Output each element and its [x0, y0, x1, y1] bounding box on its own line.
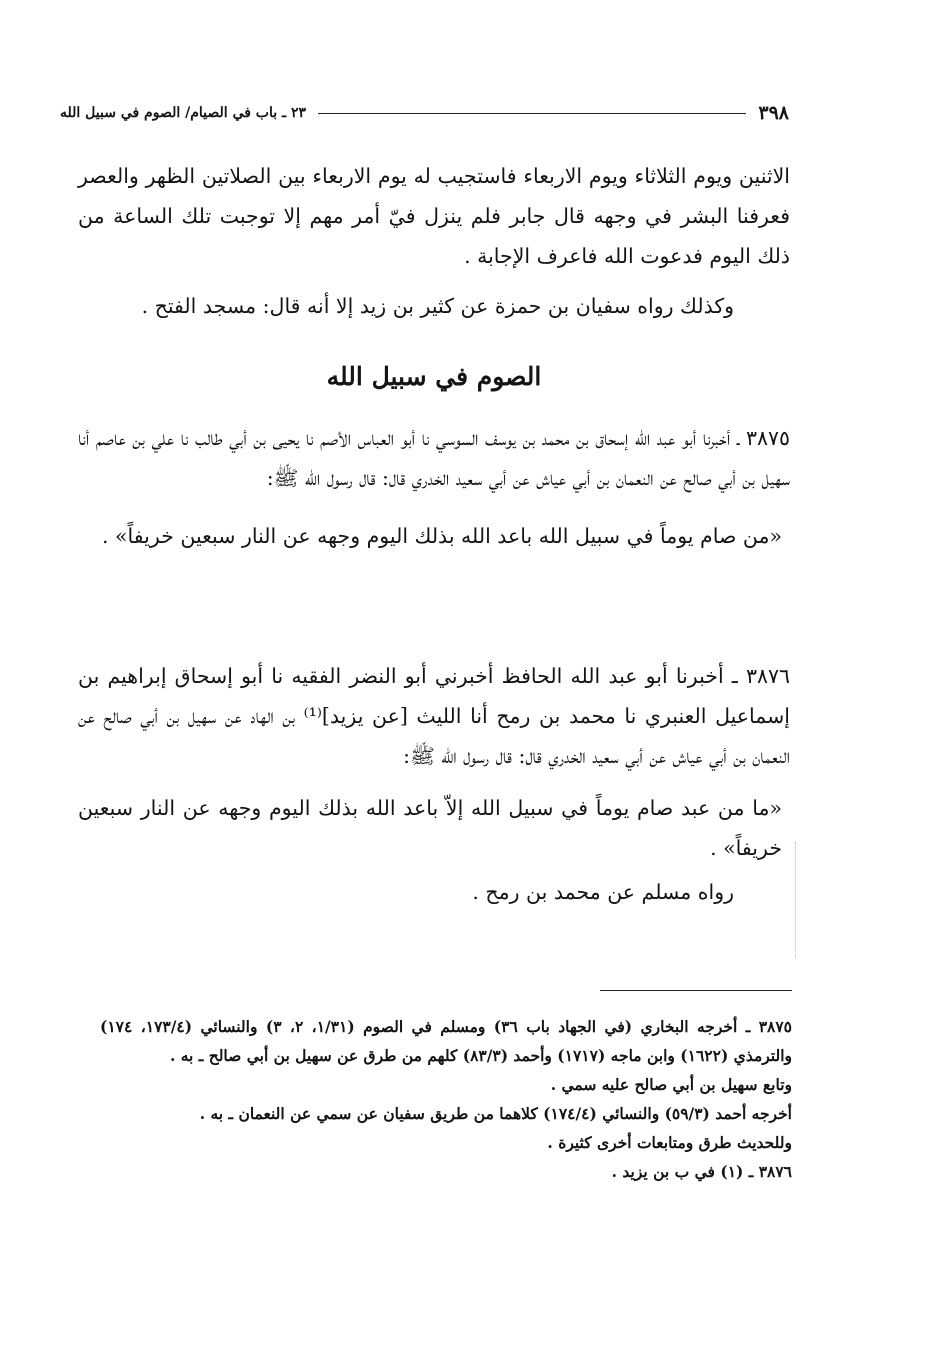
page-header — [60, 96, 789, 130]
hadith-3876 — [78, 656, 790, 912]
page-number: ٣٩٨ — [758, 102, 789, 124]
intro-paragraph: الاثنين ويوم الثلاثاء ويوم الاربعاء فاستجيب له يوم الاربعاء بين الصلاتين الظهر والعصر فعرفنا البشر في وجهه قال جابر فلم ينزل فيّ أمر مهم إلا توجبت تلك الساعة من ذلك اليوم فدعوت الله فاعرف الإجابة . — [78, 164, 790, 268]
section-title: الصوم في سبيل الله — [326, 362, 542, 391]
footnote-separator — [600, 990, 792, 991]
hadith-matn: «ما من عبد صام يوماً في سبيل الله إلاّ باعد الله بذلك اليوم وجهه عن النار سبعين خريفاً» . — [78, 796, 782, 860]
footnote-3875-note: وللحديث طرق ومتابعات أخرى كثيرة . — [547, 1133, 792, 1152]
footnote-3875-note: وتابع سهيل بن أبي صالح عليه سمي . — [550, 1075, 792, 1094]
hadith-riwaya: رواه مسلم عن محمد بن رمح . — [472, 880, 734, 904]
header-rule — [318, 113, 746, 114]
footnote-3875-note: أخرجه أحمد (٥٩/٣) والنسائي (١٧٤/٤) كلاهما من طريق سفيان عن سمي عن النعمان ـ به . — [199, 1104, 792, 1123]
footnote-3875: ٣٨٧٥ ـ أخرجه البخاري (في الجهاد باب ٣٦) ومسلم في الصوم (١/٣١، ٢، ٣) والنسائي (١٧٣/٤، ١٧٤) والترمذي (١٦٢٢) وابن ماجه (١٧١٧) وأحمد (٨٣/٣) كلهم من طرق عن سهيل بن أبي صالح ـ به . — [100, 1017, 793, 1065]
margin-mark — [795, 842, 796, 958]
hadith-isnad: ٣٨٧٥ ـ أخبرنا أبو عبد الله إسحاق بن محمد بن يوسف السوسي نا أبو العباس الأصم نا يحيى بن أبي طالب نا علي بن عاصم أنا سهيل بن أبي صالح عن النعمان بن أبي عياش عن أبي سعيد الخدري قال: قال رسول الله ﷺ: — [78, 426, 790, 490]
footnotes — [100, 1012, 792, 1186]
intro-text — [78, 156, 790, 326]
intro-paragraph-riwaya: وكذلك رواه سفيان بن حمزة عن كثير بن زيد إلا أنه قال: مسجد الفتح . — [141, 294, 734, 318]
hadith-matn: «من صام يوماً في سبيل الله باعد الله بذلك اليوم وجهه عن النار سبعين خريفاً» . — [101, 524, 782, 548]
hadith-3875 — [78, 418, 790, 556]
hadith-isnad: ٣٨٧٦ ـ أخبرنا أبو عبد الله الحافظ أخبرني أبو النضر الفقيه نا أبو إسحاق إبراهيم بن إسماعيل العنبري نا محمد بن رمح أنا الليث [عن يزيد]⁽¹⁾ بن الهاد عن سهيل بن أبي صالح عن النعمان بن أبي عياش عن أبي سعيد الخدري قال: قال رسول الله ﷺ: — [78, 664, 790, 768]
running-title: ٢٣ ـ باب في الصيام/ الصوم في سبيل الله — [60, 105, 307, 121]
footnote-3876: ٣٨٧٦ ـ (١) في ب بن يزيد . — [611, 1162, 792, 1181]
